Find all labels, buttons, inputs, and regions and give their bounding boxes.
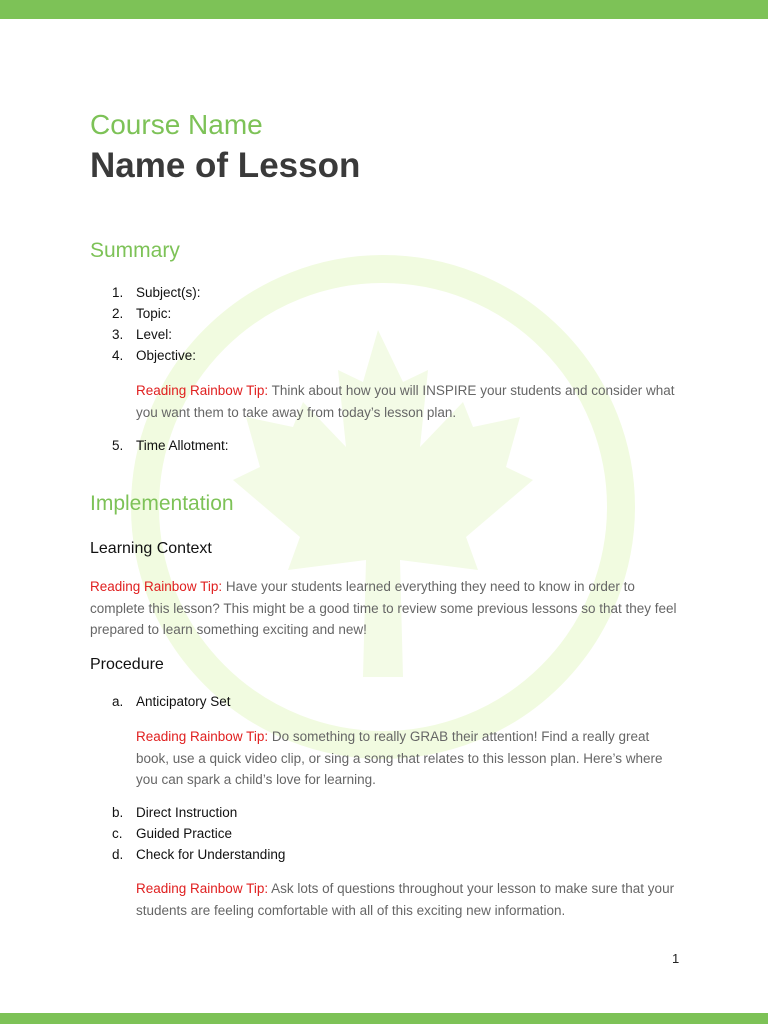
list-marker: b.: [112, 805, 124, 820]
list-label: Anticipatory Set: [136, 694, 231, 709]
procedure-item-check-for-understanding: [112, 847, 285, 862]
summary-item-level: [112, 327, 172, 342]
lesson-title: Name of Lesson: [90, 146, 361, 185]
list-marker: c.: [112, 826, 123, 841]
tip-label: Reading Rainbow Tip:: [136, 729, 269, 744]
summary-item-time-allotment: [112, 438, 229, 453]
tip-text: Think about how you will INSPIRE your students and consider what you want them to take away from today’s lesson plan.: [136, 383, 675, 420]
procedure-heading: Procedure: [90, 656, 164, 673]
summary-tip: [136, 380, 682, 423]
procedure-item-direct-instruction: [112, 805, 237, 820]
list-marker: 3.: [112, 327, 124, 342]
learning-context-heading: Learning Context: [90, 540, 212, 557]
list-label: Check for Understanding: [136, 847, 286, 862]
list-marker: a.: [112, 694, 124, 709]
tip-text: Ask lots of questions throughout your lesson to make sure that your students are feeling comfortable with all of this exciting new information.: [136, 881, 675, 918]
tip-text: Have your students learned everything they need to know in order to complete this lesson? This might be a good time to review some previous lessons so that they feel prepared to learn something exciting and new!: [90, 579, 677, 637]
learning-context-tip: [90, 576, 680, 641]
page-number: 1: [672, 951, 680, 966]
check-for-understanding-tip: [136, 878, 686, 921]
tip-text: Do something to really GRAB their attention! Find a really great book, use a quick video clip, or sing a song that relates to this lesson plan. Here’s where you can spark a child’s love for learning.: [136, 729, 663, 787]
list-marker: d.: [112, 847, 124, 862]
tip-label: Reading Rainbow Tip:: [90, 579, 223, 594]
list-label: Objective:: [136, 348, 197, 363]
top-accent-bar: [0, 0, 768, 19]
summary-heading: Summary: [90, 239, 180, 262]
implementation-heading: Implementation: [90, 492, 234, 515]
list-marker: 5.: [112, 438, 124, 453]
list-label: Guided Practice: [136, 826, 233, 841]
list-marker: 4.: [112, 348, 124, 363]
list-marker: 1.: [112, 285, 124, 300]
list-label: Time Allotment:: [136, 438, 229, 453]
list-label: Direct Instruction: [136, 805, 238, 820]
procedure-item-guided-practice: [112, 826, 232, 841]
list-label: Subject(s):: [136, 285, 201, 300]
course-name: Course Name: [90, 109, 263, 140]
procedure-item-anticipatory-set: [112, 694, 231, 709]
list-marker: 2.: [112, 306, 124, 321]
list-label: Level:: [136, 327, 173, 342]
summary-item-subjects: [112, 285, 201, 300]
list-label: Topic:: [136, 306, 172, 321]
anticipatory-set-tip: [136, 726, 682, 791]
bottom-accent-bar: [0, 1013, 768, 1024]
summary-item-objective: [112, 348, 196, 363]
summary-item-topic: [112, 306, 171, 321]
tip-label: Reading Rainbow Tip:: [136, 881, 269, 896]
tip-label: Reading Rainbow Tip:: [136, 383, 269, 398]
